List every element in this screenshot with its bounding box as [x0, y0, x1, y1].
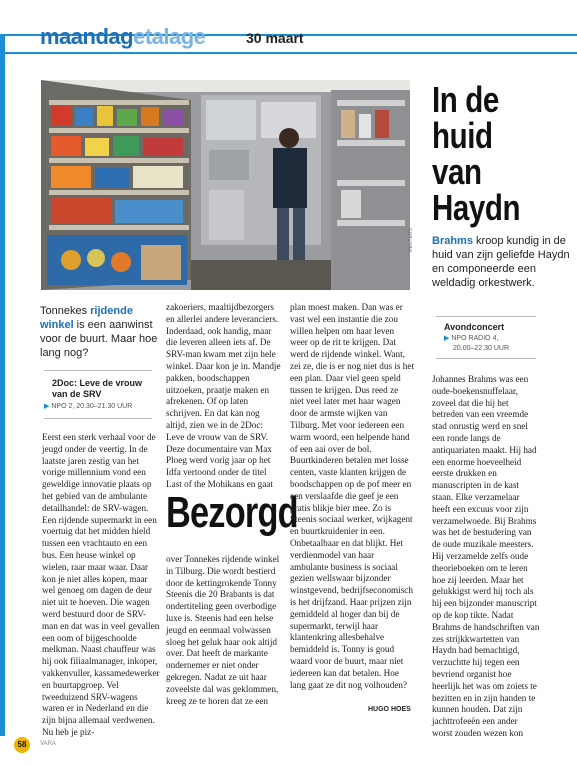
feature-body-text: Johannes Brahms was een oude-boekensnuffelaar, zoveel dat die hij het betreden van een vreemde stad onrustig werd en snel een ronde langs de antiquariaten maakt. Hij had een enorme hoeveelheid eerste drukken en manuscripten in de kast staan. Elke verzamelaar heeft een excuus voor zijn verzamelwoede. Bij Brahms was het de bestudering van de oude muzikale meesters. Hij verzamelde zelfs oude theorieboeken om te leren hoe zij leerden. Maar het gelukkigst werd hij toch als hij een bijzonder manuscript op de kop tikte. Nadat Brahms de handschriften van zes strijkkwartetten van Haydn had bemachtigd, verzuchtte hij tegen een bevriend organist hoe heerlijk het was om zoiets te bezitten en in zijn handen te kunnen houden. Dat zijn jachttrofeeën een ander worst zouden wezen kon — [432, 374, 540, 738]
article-column-3 — [290, 302, 414, 722]
issue-date: 30 maart — [246, 30, 304, 46]
section-brand — [40, 24, 205, 50]
article-program-channel: NPO 2, 20.30–21.30 UUR — [51, 403, 133, 410]
feature-divider — [436, 316, 536, 317]
article-author: HUGO HOES — [368, 706, 411, 713]
article-divider-2 — [44, 418, 152, 419]
feature-intro-text: kroop kundig in de huid van zijn geliefde Haydn en componeerde een weldadig orkestwerk. — [432, 235, 570, 289]
article-column-2b-text: over Tonnekes rijdende winkel in Tilburg. Die wordt bestierd door de kettingrokende Tonny Steenis die 20 Brabants is dat ondertiteling geen overbodige luxe is. Steenis had een helse jeugd en eenmaal volwassen sloeg het geluk haar ook altijd over. Dat heeft de markante ondernemer er niet onder gekregen. Nadat ze uit haar zoveelste dal was geklommen, kreeg ze te horen dat ze een — [166, 554, 280, 706]
lede-prefix: Tonnekes — [40, 305, 91, 317]
article-column-1 — [42, 432, 160, 737]
article-program-name: 2Doc: Leve de vrouw van de SRV — [52, 378, 143, 399]
article-column-1-text: Eerst een sterk verhaal voor de jeugd onder de veertig. In de laatste jaren zestig van het vorige millennium vond een geweldige innovatie plaats op het gebied van de ambulante detailhandel: de SRV-wagen. Een rijdende supermarkt in een voertuig dat het midden hield tussen een vrachtauto en een bus. Een heuse winkel op wielen, raar maar waar. Daar kon je niet alles kopen, maar wel genoeg om dagen de deur niet uit te hoeven. Die wagen werd bestuurd door de SRV-man en dat was in veel gevallen een oom of bijgeschoolde melkman. Naast chauffeur was hij ook filiaalmanager, inkoper, vakkenvuller, kassamedewerker en buurtapgroep. Vel tweeduizend SRV-wagens waren er in Nederland en die zijn bijna allemaal verdwenen. Nu heb je piz- — [42, 432, 160, 737]
feature-program-meta — [444, 334, 509, 354]
feature-title — [432, 79, 547, 228]
photo-credit: REUTERS — [408, 228, 414, 252]
lede-bold: rijdende winkel — [40, 305, 133, 331]
play-triangle-icon: ▶ — [444, 335, 450, 342]
article-divider — [44, 370, 152, 371]
lede-rest: is een aanwinst voor de buurt. Maar hoe lang nog? — [40, 319, 158, 359]
brand-part-1: maandag — [40, 24, 134, 49]
play-triangle-icon: ▶ — [44, 403, 50, 410]
article-headline: Bezorgd — [166, 488, 298, 537]
shop-interior-illustration — [41, 80, 410, 290]
article-program-meta — [44, 402, 132, 410]
magazine-name: VARA — [40, 741, 56, 747]
feature-title-line-1: In de — [432, 79, 499, 120]
article-photo — [41, 80, 410, 290]
header-rule-bottom — [0, 52, 577, 54]
feature-program-time: 20.00–22.30 UUR — [453, 345, 510, 352]
feature-title-line-3: Haydn — [432, 187, 521, 228]
article-column-3-text: plan moest maken. Dan was er vast wel een instantie die zou willen helpen om haar leven weer op de rit te krijgen. Dat werd de rijdende winkel. Want, zei ze, die is er nog niet dus is het een plan. Daar viel geen speld tussen te krijgen. Dus reed ze niet veel later met haar wagen door de armste wijken van Tilburg. Met voor iedereen een warm woord, een helpende hand of een aai over de bol. Buurtkinderen betalen met losse centen, vaste klanten krijgen de boodschappen op de pof meer en een verslaafde die geef je een gratis blikje bier mee. Zo is Steenis sociaal werker, wijkagent en buurtkruidenier in een. Onbetaalbaar en dat blijkt. Het verdienmodel van haar ambulante business is sociaal gezien wellswaar bijzonder winstgevend, bedrijfseconomisch is het drijfzand. Haar prijzen zijn gemiddeld al hoger dan bij de supermarkt, terwijl haar klantenkring allesbehalve bemiddeld is. Tonny is goud waard voor de buurt, maar niet iedereen kan dat betalen. Hoe lang gaat ze dit nog volhouden? — [290, 302, 414, 690]
page-number: 58 — [14, 737, 30, 753]
feature-intro — [432, 234, 570, 290]
article-column-2 — [166, 302, 282, 489]
feature-body — [432, 374, 540, 738]
article-lede — [40, 304, 158, 360]
feature-intro-bold: Brahms — [432, 235, 473, 247]
brand-part-2: etalage — [133, 24, 206, 49]
feature-divider-2 — [436, 358, 536, 359]
page-edge-bar — [0, 36, 5, 736]
feature-program-channel: NPO RADIO 4, — [451, 335, 499, 342]
article-column-2-text: zakoeriers, maaltijdbezorgers en allerlei andere leveranciers. Inderdaad, ook handig, maar die leveren alleen iets af. De SRV-man kwam met zijn hele winkel. Daar kon je in. Mandje pakken, boodschappen uitzoeken, praatje maken en afrekenen. Of op laten schrijven. En dat kan nog altijd, zien we in de 2Doc: Leve de vrouw van de SRV. Deze documentaire van Max Ploeg werd vorig jaar op het Idfa vertoond onder de titel Last of the Mohikans en gaat — [166, 302, 281, 489]
feature-program-name: Avondconcert — [444, 322, 505, 332]
feature-title-line-2: huid van — [432, 115, 493, 192]
article-column-2b — [166, 554, 282, 724]
